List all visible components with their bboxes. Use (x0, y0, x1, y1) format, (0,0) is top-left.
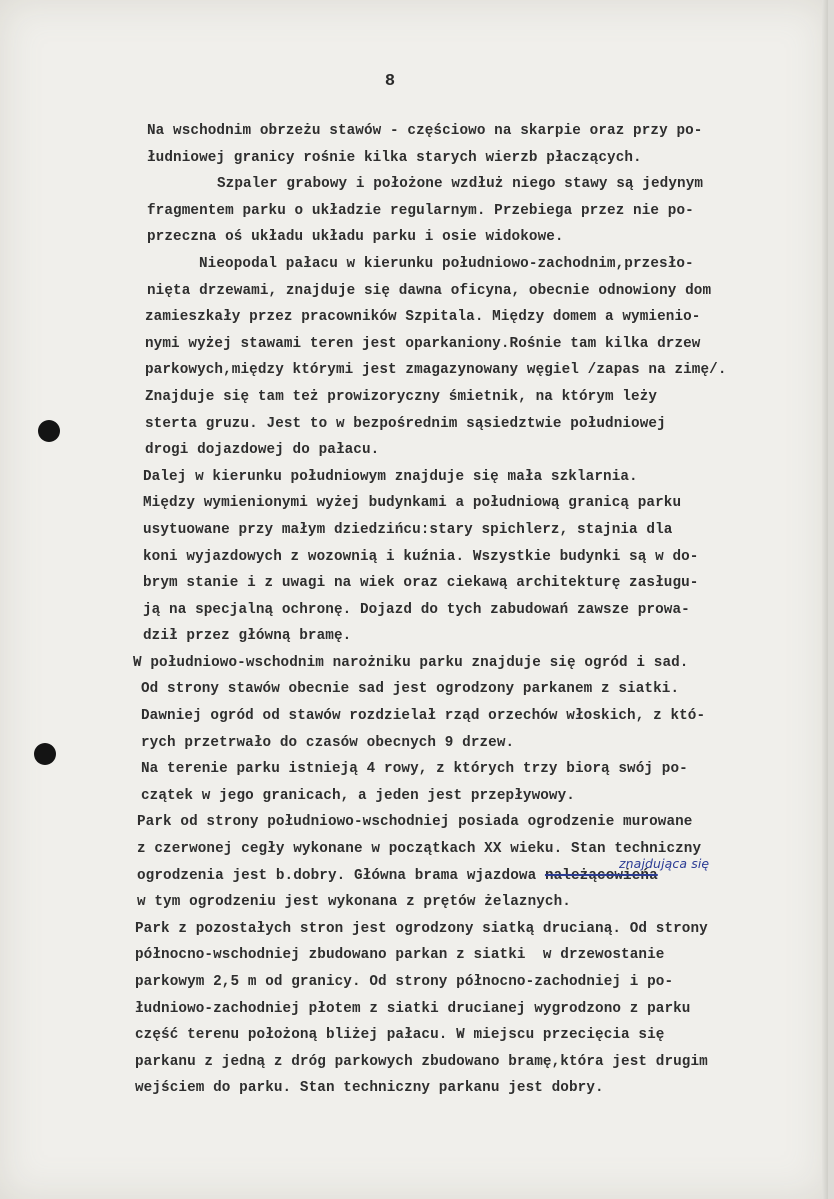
text-line (131, 676, 831, 703)
typed-body-text (131, 118, 831, 1102)
text-line (131, 1049, 831, 1076)
text-line-content: północno-wschodniej zbudowano parkan z siatki w drzewostanie (135, 947, 665, 964)
text-line (131, 118, 831, 145)
text-line-content: łudniowej granicy rośnie kilka starych wierzb płaczących. (147, 149, 642, 166)
text-line (131, 171, 831, 198)
text-line (131, 278, 831, 305)
text-line (131, 224, 831, 251)
text-line (131, 1022, 831, 1049)
text-line (131, 437, 831, 464)
text-line-content: Park z pozostałych stron jest ogrodzony siatką drucianą. Od strony (135, 920, 708, 937)
text-line (131, 570, 831, 597)
page-number: 8 (384, 72, 396, 91)
text-line (131, 517, 831, 544)
text-line-content: Dawniej ogród od stawów rozdzielał rząd orzechów włoskich, z któ- (141, 708, 706, 725)
text-line-content: usytuowane przy małym dziedzińcu:stary spichlerz, stajnia dla (143, 521, 673, 538)
text-line-content: nięta drzewami, znajduje się dawna oficyna, obecnie odnowiony dom (147, 282, 712, 299)
struck-out-word: należącowieńa (544, 867, 658, 884)
text-line (131, 251, 831, 278)
text-line (131, 145, 831, 172)
text-line-content: Dalej w kierunku południowym znajduje się mała szklarnia. (143, 468, 638, 485)
text-line-content: łudniowo-zachodniej płotem z siatki drucianej wygrodzono z parku (135, 1000, 691, 1017)
text-line-content: wejściem do parku. Stan techniczny parkanu jest dobry. (135, 1080, 604, 1097)
text-line-content: parkowym 2,5 m od granicy. Od strony północno-zachodniej i po- (135, 974, 674, 990)
text-line-content: parkowych,między którymi jest zmagazynowany węgiel /zapas na zimę/. (145, 362, 727, 379)
text-line (131, 331, 831, 358)
text-line (131, 809, 831, 836)
text-line-content: Nieopodal pałacu w kierunku południowo-zachodnim,przesło- (199, 255, 694, 272)
text-line-content: drogi dojazdowej do pałacu. (145, 442, 380, 459)
text-line-content: W południowo-wschodnim narożniku parku znajduje się ogród i sad. (133, 654, 689, 671)
text-line (131, 730, 831, 757)
text-line (131, 889, 831, 916)
text-line-content: ją na specjalną ochronę. Dojazd do tych zabudowań zawsze prowa- (143, 601, 690, 618)
text-line-content: rych przetrwało do czasów obecnych 9 drzew. (141, 734, 515, 751)
text-line (131, 384, 831, 411)
text-line-content: z czerwonej cegły wykonane w początkach XX wieku. Stan techniczny (137, 841, 702, 858)
text-line-content: parkanu z jedną z dróg parkowych zbudowano bramę,która jest drugim (135, 1053, 708, 1070)
text-line (131, 916, 831, 943)
text-line-content: koni wyjazdowych z wozownią i kuźnia. Wszystkie budynki są w do- (143, 548, 699, 565)
text-line (131, 597, 831, 624)
text-line-content: dził przez główną bramę. (143, 628, 352, 645)
text-line-content: sterta gruzu. Jest to w bezpośrednim sąsiedztwie południowej (145, 415, 666, 432)
text-line-content: Od strony stawów obecnie sad jest ogrodzony parkanem z siatki. (141, 681, 680, 698)
text-line-content: w tym ogrodzeniu jest wykonana z prętów żelaznych. (137, 894, 571, 911)
text-line-content: część terenu położoną bliżej pałacu. W miejscu przecięcia się (135, 1027, 665, 1044)
text-line-content: Między wymienionymi wyżej budynkami a południową granicą parku (143, 495, 682, 512)
text-line-content: czątek w jego granicach, a jeden jest przepływowy. (141, 787, 575, 804)
text-line (131, 969, 831, 996)
text-line (131, 942, 831, 969)
text-line-content: Na terenie parku istnieją 4 rowy, z których trzy biorą swój po- (141, 761, 688, 778)
text-line-content: Na wschodnim obrzeżu stawów - częściowo na skarpie oraz przy po- (147, 123, 703, 139)
text-line (131, 1075, 831, 1102)
text-line-content: Szpaler grabowy i położone wzdłuż niego stawy są jedynym (217, 176, 704, 193)
text-line (131, 411, 831, 438)
handwritten-correction: znajdująca się (619, 855, 710, 871)
text-line-content: nymi wyżej stawami teren jest oparkaniony.Rośnie tam kilka drzew (145, 335, 701, 352)
text-line (131, 464, 831, 491)
punch-hole-lower (34, 743, 56, 765)
text-line (131, 623, 831, 650)
text-line (131, 756, 831, 783)
text-line (131, 703, 831, 730)
text-line (131, 357, 831, 384)
punch-hole-upper (38, 420, 60, 442)
text-line-content: fragmentem parku o układzie regularnym. Przebiega przez nie po- (147, 202, 694, 219)
text-line-content: ogrodzenia jest b.dobry. Główna brama wjazdowa (137, 867, 545, 884)
text-line (131, 836, 831, 863)
text-line-content: zamieszkały przez pracowników Szpitala. Między domem a wymienio- (145, 309, 701, 326)
text-line (131, 198, 831, 225)
text-line-content: Park od strony południowo-wschodniej posiada ogrodzenie murowane (137, 814, 693, 831)
text-line (131, 855, 831, 890)
text-line (131, 544, 831, 571)
text-line-content: brym stanie i z uwagi na wiek oraz ciekawą architekturę zasługu- (143, 575, 699, 592)
text-line (131, 996, 831, 1023)
text-line (131, 650, 831, 677)
text-line-content: Znajduje się tam też prowizoryczny śmietnik, na którym leży (145, 388, 658, 405)
text-line-content: przeczna oś układu układu parku i osie widokowe. (147, 229, 564, 246)
text-line (131, 304, 831, 331)
text-line (131, 783, 831, 810)
text-line (131, 490, 831, 517)
